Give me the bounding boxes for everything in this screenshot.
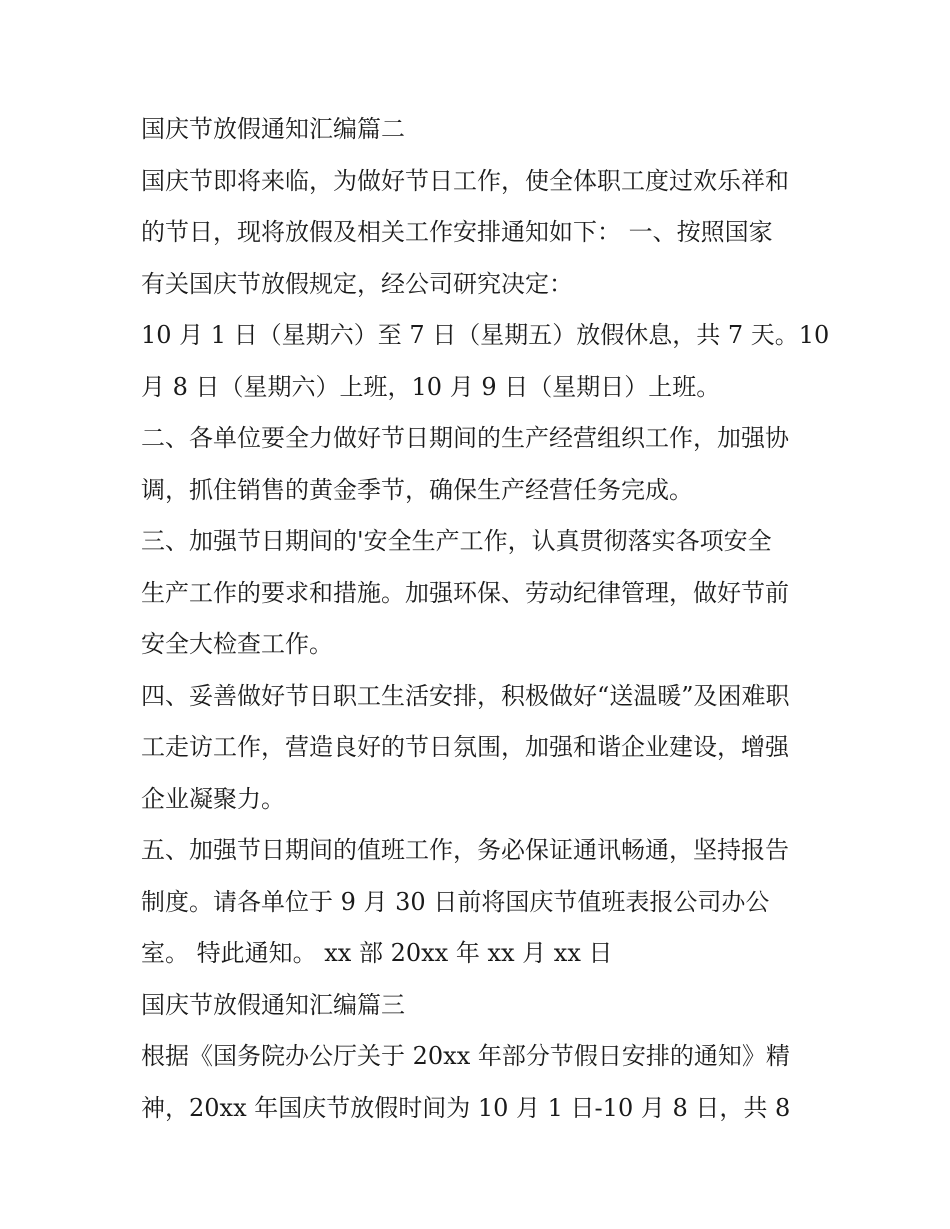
paragraph-line: 四、妥善做好节日职工生活安排，积极做好“送温暖”及困难职 (141, 681, 790, 710)
paragraph-line: 根据《国务院办公厅关于 20xx 年部分节假日安排的通知》精 (141, 1042, 790, 1070)
section-heading-3: 国庆节放假通知汇编篇三 (141, 990, 405, 1019)
paragraph-line: 工走访工作，营造良好的节日氛围，加强和谐企业建设，增强 (141, 733, 789, 761)
paragraph-line: 国庆节即将来临，为做好节日工作，使全体职工度过欢乐祥和 (141, 166, 789, 195)
paragraph-line: 制度。请各单位于 9 月 30 日前将国庆节值班表报公司办公 (141, 887, 770, 916)
paragraph-line: 企业凝聚力。 (141, 784, 285, 813)
paragraph-line: 五、加强节日期间的值班工作，务必保证通讯畅通，坚持报告 (141, 836, 789, 864)
paragraph-line: 神，20xx 年国庆节放假时间为 10 月 1 日-10 月 8 日，共 8 (141, 1093, 791, 1122)
section-heading-2: 国庆节放假通知汇编篇二 (141, 115, 405, 143)
paragraph-line: 安全大检查工作。 (141, 630, 333, 658)
paragraph-line: 调，抓住销售的黄金季节，确保生产经营任务完成。 (141, 475, 693, 504)
paragraph-line: 生产工作的要求和措施。加强环保、劳动纪律管理，做好节前 (141, 578, 789, 607)
paragraph-line: 的节日，现将放假及相关工作安排通知如下： 一、按照国家 (141, 218, 773, 246)
paragraph-line: 月 8 日（星期六）上班，10 月 9 日（星期日）上班。 (141, 372, 721, 401)
paragraph-line: 有关国庆节放假规定，经公司研究决定： (141, 269, 573, 298)
document-body (141, 104, 830, 1134)
paragraph-line: 三、加强节日期间的'安全生产工作，认真贯彻落实各项安全 (141, 527, 772, 555)
paragraph-line: 室。 特此通知。 xx 部 20xx 年 xx 月 xx 日 (141, 939, 613, 967)
paragraph-line: 10 月 1 日（星期六）至 7 日（星期五）放假休息，共 7 天。10 (141, 321, 830, 349)
paragraph-line: 二、各单位要全力做好节日期间的生产经营组织工作，加强协 (141, 424, 789, 452)
